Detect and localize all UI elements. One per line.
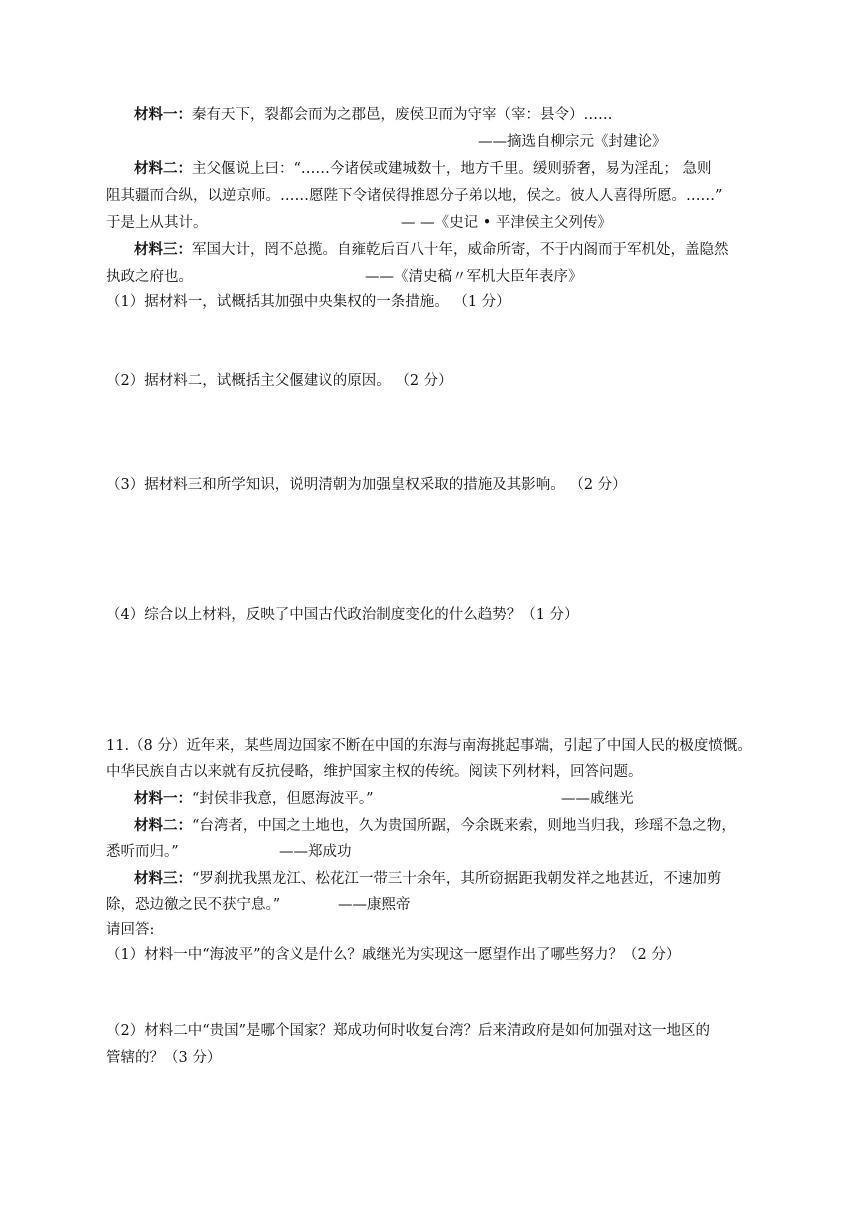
q11-material-3-line-1: [134, 869, 721, 889]
q11-subquestion-2-line-2: 管辖的？（3 分）: [106, 1050, 222, 1066]
q11-material-2-line-1: [134, 816, 736, 836]
q10-material-3-source: ——《清史稿〃军机大臣年表序》: [365, 269, 583, 285]
q11-material-3-line-2: 除，恐边徼之民不获宁息。”: [106, 897, 281, 913]
q10-subquestion-1: （1）据材料一，试概括其加强中央集权的一条措施。 （1 分）: [106, 294, 511, 310]
q11-material-3-source: ——康熙帝: [338, 897, 411, 913]
material-label: 材料一：: [134, 106, 192, 123]
q10-material-2-source: — —《史记 • 平津侯主父列传》: [401, 215, 612, 231]
q10-subquestion-2: （2）据材料二，试概括主父偃建议的原因。 （2 分）: [106, 373, 453, 389]
q10-material-1-source: ——摘选自柳宗元《封建论》: [478, 134, 667, 150]
material-text: 军国大计，罔不总揽。自雍乾后百八十年，威命所寄，不于内阁而于军机处，盖隐然: [192, 242, 729, 258]
material-text: “台湾者，中国之土地也，久为贵国所踞，今余既来索，则地当归我，珍瑶不急之物，: [192, 818, 736, 834]
material-text: 主父偃说上曰：“……今诸侯或建城数十，地方千里。缓则骄奢，易为淫乱； 急则: [192, 161, 712, 177]
q10-material-3-line-1: [134, 240, 729, 260]
q10-material-2-line-1: [134, 159, 712, 179]
q10-material-3-line-2: 执政之府也。: [106, 269, 193, 285]
material-label: 材料一：: [134, 790, 192, 807]
material-label: 材料二：: [134, 817, 192, 834]
q11-subquestion-1: （1）材料一中“海波平”的含义是什么？戚继光为实现这一愿望作出了哪些努力？（2 分）: [106, 947, 681, 963]
q11-material-1-source: ——戚继光: [561, 791, 634, 807]
q11-intro-line-1: 11.（8 分）近年来，某些周边国家不断在中国的东海与南海挑起事端，引起了中国人民的极度愤慨。: [106, 738, 752, 754]
q11-material-1-line: [134, 789, 374, 809]
material-label: 材料二：: [134, 160, 192, 177]
q11-intro-line-2: 中华民族自古以来就有反抗侵略，维护国家主权的传统。阅读下列材料，回答问题。: [106, 764, 643, 780]
q11-answer-prompt: 请回答:: [106, 922, 155, 938]
q11-material-2-line-2: 悉听而归。”: [106, 844, 179, 860]
q10-material-2-line-3: 于是上从其计。: [106, 215, 208, 231]
q10-subquestion-3: （3）据材料三和所学知识，说明清朝为加强皇权采取的措施及其影响。 （2 分）: [106, 477, 627, 493]
q10-subquestion-4: （4）综合以上材料，反映了中国古代政治制度变化的什么趋势？（1 分）: [106, 607, 579, 623]
q11-material-2-source: ——郑成功: [279, 844, 352, 860]
material-label: 材料三：: [134, 870, 192, 887]
material-text: 秦有天下，裂都会而为之郡邑，废侯卫而为守宰（宰：县令）……: [192, 107, 613, 123]
q11-subquestion-2-line-1: （2）材料二中“贵国”是哪个国家？郑成功何时收复台湾？后来清政府是如何加强对这一地区的: [106, 1023, 711, 1039]
material-text: “罗刹扰我黑龙江、松花江一带三十余年，其所窃据距我朝发祥之地甚近，不速加剪: [192, 871, 722, 887]
q10-material-2-line-2: 阻其疆而合纵，以逆京师。……愿陛下令诸侯得推恩分子弟以地，侯之。彼人人喜得所愿。……”: [106, 188, 723, 204]
material-label: 材料三：: [134, 241, 192, 258]
q10-material-1-line: [134, 105, 613, 125]
material-text: “封侯非我意，但愿海波平。”: [192, 791, 374, 807]
